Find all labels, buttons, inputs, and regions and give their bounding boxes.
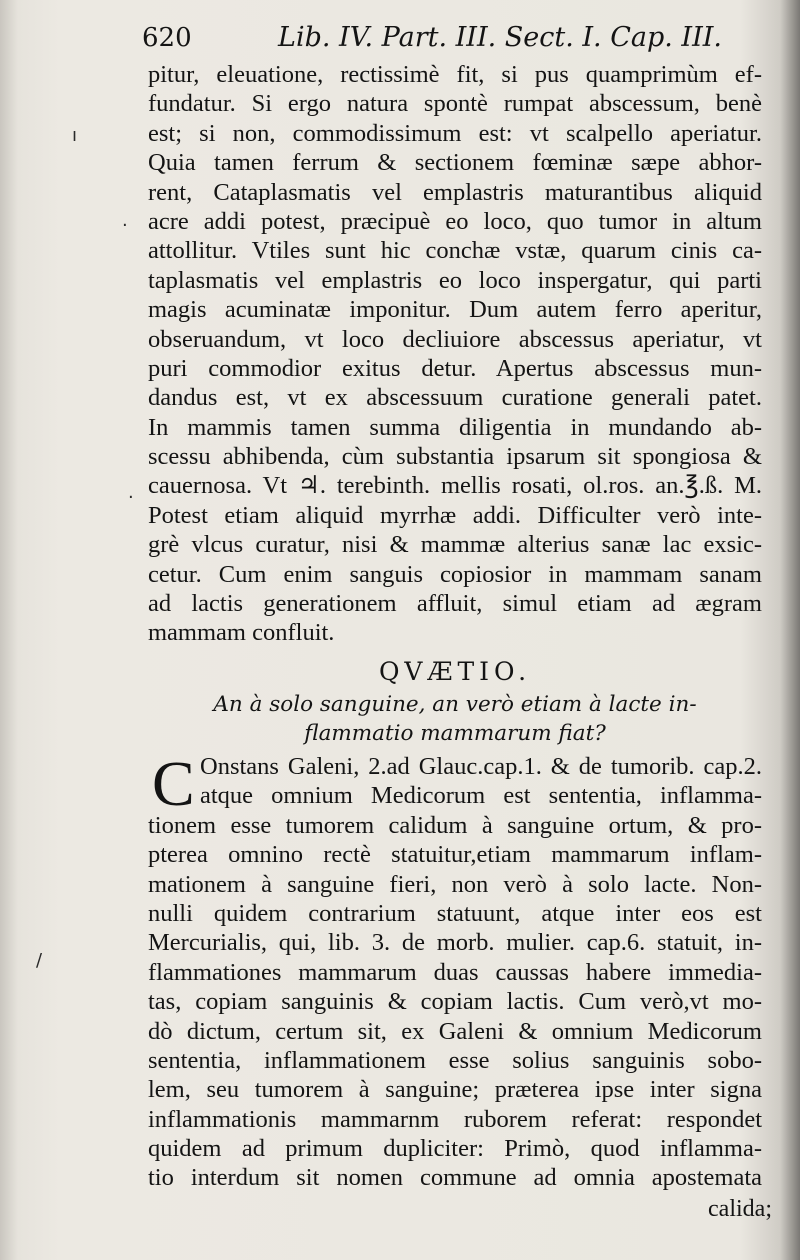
text-line: pitur, eleuatione, rectissimè fit, si pus quamprimùm ef-: [148, 61, 762, 88]
text-line: Potest etiam aliquid myrrhæ addi. Difficulter verò inte-: [148, 501, 762, 529]
text-line: cauernosa. Vt ♃. terebinth. mellis rosati, ol.ros. an.℥.ß. M.: [148, 472, 762, 500]
text-line: rent, Cataplasmatis vel emplastris maturantibus aliquid: [148, 178, 762, 206]
page-number: 620: [142, 23, 192, 53]
text-line: scessu abhibenda, cùm substantia ipsarum sit spongiosa &: [148, 443, 762, 471]
text-line: lem, seu tumorem à sanguine; præterea ipse inter signa: [148, 1076, 762, 1104]
text-line: est; si non, commodissimum est: vt scalpello aperiatur.: [148, 119, 762, 147]
text-line: pterea omnino rectè statuitur,etiam mammarum inflam-: [148, 841, 762, 869]
catchword: calida;: [708, 1196, 772, 1222]
text-line: sententia, inflammationem esse solius sanguinis sobo-: [148, 1046, 762, 1074]
text-line: taplasmatis vel emplastris eo loco inspergatur, qui parti: [148, 266, 762, 294]
paragraph-top: [148, 60, 762, 648]
paragraph-bottom: [148, 811, 762, 1193]
drop-capital: C: [152, 748, 195, 819]
text-line: acre addi potest, præcipuè eo loco, quo tumor in altum: [148, 207, 762, 235]
text-line: tionem esse tumorem calidum à sanguine ortum, & pro-: [148, 811, 762, 839]
text-line: Onstans Galeni, 2.ad Glauc.cap.1. & de tumorib. cap.2.: [200, 753, 762, 780]
text-line: Mercurialis, qui, lib. 3. de morb. mulier. cap.6. statuit, in-: [148, 929, 762, 957]
margin-mark: ·: [128, 487, 134, 508]
text-line: Quia tamen ferrum & sectionem fœminæ sæpe abhor-: [148, 149, 762, 177]
section-heading: QVÆTIO.: [378, 657, 532, 686]
text-line: atque omnium Medicorum est sententia, inflamma-: [200, 782, 762, 810]
running-header: [142, 22, 722, 58]
running-title: Lib. IV. Part. III. Sect. I. Cap. III.: [278, 22, 722, 53]
text-line: inflammationis mammarnm ruborem referat: respondet: [148, 1105, 762, 1133]
text-line: tas, copiam sanguinis & copiam lactis. Cum verò,vt mo-: [148, 988, 762, 1016]
text-line: puri commodior exitus detur. Apertus abscessus mun-: [148, 354, 762, 382]
section-subtitle-line2: flammatio mammarum fiat?: [304, 721, 606, 746]
text-line: fundatur. Si ergo natura spontè rumpat abscessum, benè: [148, 90, 762, 118]
text-line: mationem à sanguine fieri, non verò à solo lacte. Non-: [148, 870, 762, 898]
section-subtitle-line1: An à solo sanguine, an verò etiam à lacte in-: [213, 692, 697, 717]
text-line: quidem ad primum dupliciter: Primò, quod inflamma-: [148, 1135, 762, 1163]
text-line: nulli quidem contrarium statuunt, atque inter eos est: [148, 899, 762, 927]
text-line: In mammis tamen summa diligentia in mundando ab-: [148, 413, 762, 441]
text-line: grè vlcus curatur, nisi & mammæ alterius sanæ lac exsic-: [148, 531, 762, 559]
text-line: obseruandum, vt loco decliuiore abscessus aperiatur, vt: [148, 325, 762, 353]
text-line: dandus est, vt ex abscessuum curatione generali patet.: [148, 384, 762, 412]
margin-mark: ·: [122, 215, 128, 236]
margin-mark: /: [36, 950, 43, 971]
paragraph-bottom-indented: [200, 752, 762, 811]
text-line: dò dictum, certum sit, ex Galeni & omnium Medicorum: [148, 1017, 762, 1045]
text-line: attollitur. Vtiles sunt hic conchæ vstæ, quarum cinis ca-: [148, 237, 762, 265]
margin-mark: ı: [72, 125, 78, 146]
text-line: mammam confluit.: [148, 619, 335, 647]
text-line: tio interdum sit nomen commune ad omnia apostemata: [148, 1164, 762, 1192]
text-line: ad lactis generationem affluit, simul etiam ad ægram: [148, 590, 762, 618]
text-line: flammationes mammarum duas caussas habere immedia-: [148, 958, 762, 986]
text-line: magis acuminatæ imponitur. Dum autem ferro aperitur,: [148, 296, 762, 324]
text-line: cetur. Cum enim sanguis copiosior in mammam sanam: [148, 560, 762, 588]
